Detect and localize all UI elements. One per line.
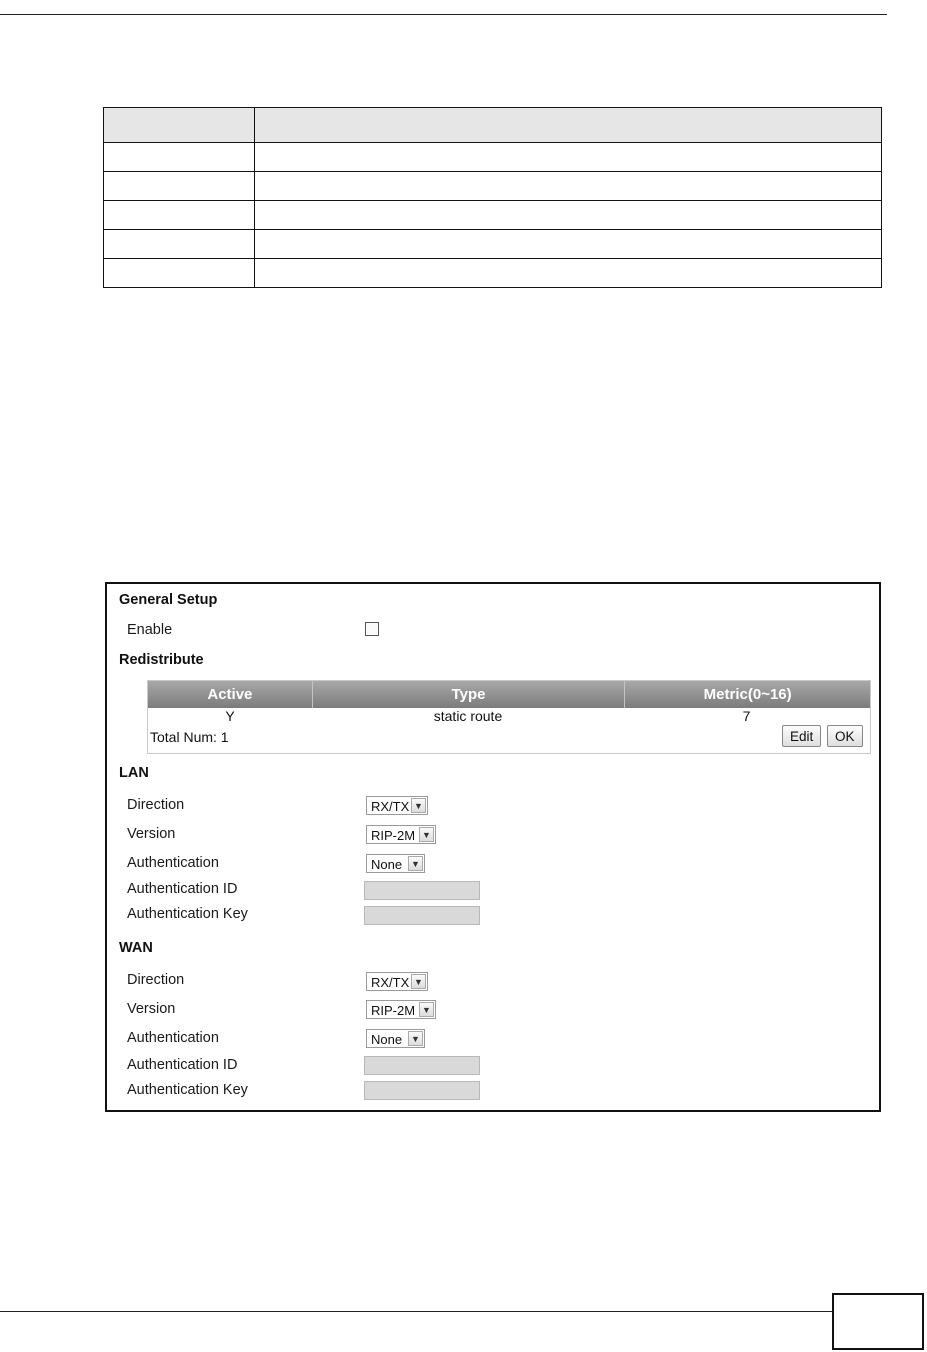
ok-button[interactable]: OK <box>827 725 863 747</box>
lan-direction-select[interactable] <box>366 796 428 815</box>
chevron-down-icon: ▼ <box>411 974 426 989</box>
wan-version-value: RIP-2M <box>371 1003 416 1018</box>
lan-auth-id-field[interactable] <box>364 881 480 900</box>
chevron-down-icon: ▼ <box>408 1031 423 1046</box>
cell-metric: 7 <box>742 708 751 724</box>
lan-auth-label: Authentication <box>127 855 219 871</box>
header-rule <box>0 14 887 15</box>
lan-direction-value: RX/TX <box>371 799 410 814</box>
table-row <box>104 230 882 259</box>
rip-settings-screenshot <box>105 582 881 1112</box>
cell-active: Y <box>225 708 235 724</box>
lan-version-value: RIP-2M <box>371 828 416 843</box>
redistribute-header <box>148 681 870 708</box>
lan-title: LAN <box>119 765 149 781</box>
chevron-down-icon: ▼ <box>419 827 434 842</box>
page-number-box <box>832 1293 924 1350</box>
table-row <box>148 707 870 725</box>
cell-type: static route <box>433 708 503 724</box>
empty-description-table <box>103 107 882 288</box>
wan-auth-key-label: Authentication Key <box>127 1082 248 1098</box>
table-header-row <box>104 108 882 143</box>
lan-auth-key-label: Authentication Key <box>127 906 248 922</box>
table-row <box>104 259 882 288</box>
enable-checkbox[interactable] <box>365 622 379 636</box>
table-row <box>104 143 882 172</box>
total-count: Total Num: 1 <box>150 729 229 745</box>
column-header-metric: Metric(0~16) <box>703 686 792 703</box>
wan-version-select[interactable] <box>366 1000 436 1019</box>
lan-version-label: Version <box>127 826 176 842</box>
table-row <box>104 172 882 201</box>
edit-button[interactable]: Edit <box>782 725 821 747</box>
redistribute-title: Redistribute <box>119 652 204 668</box>
wan-direction-label: Direction <box>127 972 185 988</box>
wan-auth-id-field[interactable] <box>364 1056 480 1075</box>
footer-rule <box>0 1311 832 1312</box>
wan-auth-value: None <box>371 1032 403 1047</box>
lan-version-select[interactable] <box>366 825 436 844</box>
table-row <box>104 201 882 230</box>
lan-direction-label: Direction <box>127 797 185 813</box>
chevron-down-icon: ▼ <box>411 798 426 813</box>
wan-direction-select[interactable] <box>366 972 428 991</box>
wan-auth-id-label: Authentication ID <box>127 1057 238 1073</box>
wan-version-label: Version <box>127 1001 176 1017</box>
wan-auth-select[interactable] <box>366 1029 425 1048</box>
redistribute-table <box>147 680 871 754</box>
enable-label: Enable <box>127 622 173 638</box>
wan-auth-key-field[interactable] <box>364 1081 480 1100</box>
chevron-down-icon: ▼ <box>419 1002 434 1017</box>
lan-auth-select[interactable] <box>366 854 425 873</box>
lan-auth-id-label: Authentication ID <box>127 881 238 897</box>
chevron-down-icon: ▼ <box>408 856 423 871</box>
column-header-type: Type <box>313 681 626 708</box>
wan-auth-label: Authentication <box>127 1030 219 1046</box>
lan-auth-value: None <box>371 857 403 872</box>
column-header-active: Active <box>148 681 313 708</box>
lan-auth-key-field[interactable] <box>364 906 480 925</box>
general-setup-title: General Setup <box>119 592 218 608</box>
wan-title: WAN <box>119 940 153 956</box>
wan-direction-value: RX/TX <box>371 975 410 990</box>
